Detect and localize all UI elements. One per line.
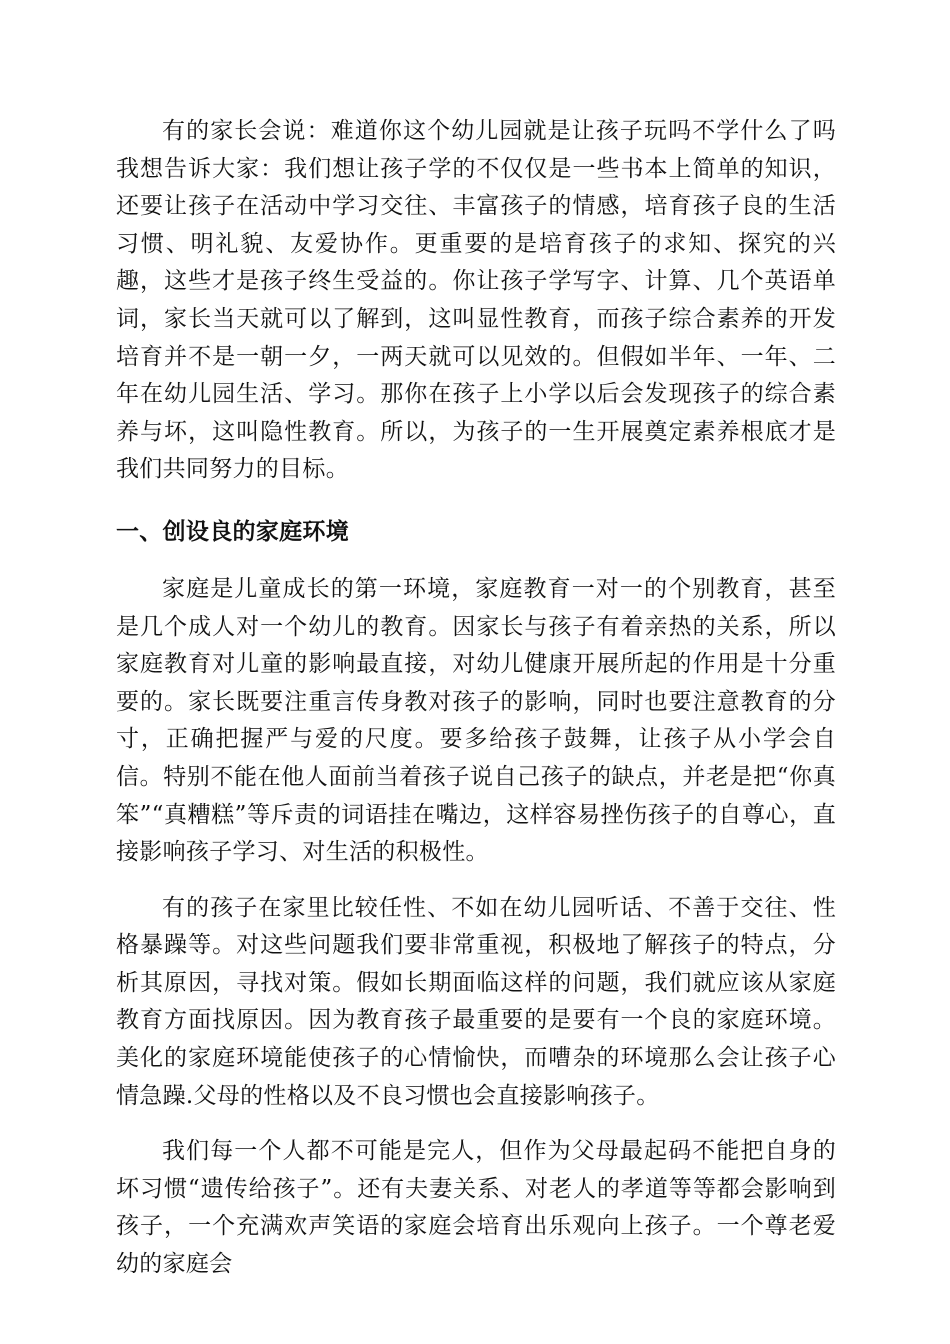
section-heading: 一、创设良的家庭环境 (116, 518, 349, 545)
section-paragraph-2: 有的孩子在家里比较任性、不如在幼儿园听话、不善于交往、性格暴躁等。对这些问题我们要非常重视，积极地了解孩子的特点，分析其原因，寻找对策。假如长期面临这样的问题，我们就应该从家庭教育方面找原因。因为教育孩子最重要的是要有一个良的家庭环境。美化的家庭环境能使孩子的心情愉快，而嘈杂的环境那么会让孩子心情急躁.父母的性格以及不良习惯也会直接影响孩子。 (116, 894, 836, 1109)
section-paragraph-3: 我们每一个人都不可能是完人，但作为父母最起码不能把自身的坏习惯“遗传给孩子”。还有夫妻关系、对老人的孝道等等都会影响到孩子，一个充满欢声笑语的家庭会培育出乐观向上孩子。一个尊老爱幼的家庭会 (116, 1138, 836, 1278)
intro-paragraph: 有的家长会说：难道你这个幼儿园就是让孩子玩吗不学什么了吗我想告诉大家：我们想让孩子学的不仅仅是一些书本上简单的知识，还要让孩子在活动中学习交往、丰富孩子的情感，培育孩子良的生活习惯、明礼貌、友爱协作。更重要的是培育孩子的求知、探究的兴趣，这些才是孩子终生受益的。你让孩子学写字、计算、几个英语单词，家长当天就可以了解到，这叫显性教育，而孩子综合素养的开发培育并不是一朝一夕，一两天就可以见效的。但假如半年、一年、二年在幼儿园生活、学习。那你在孩子上小学以后会发现孩子的综合素养与坏，这叫隐性教育。所以，为孩子的一生开展奠定素养根底才是我们共同努力的目标。 (116, 118, 836, 483)
section-paragraph-1: 家庭是儿童成长的第一环境，家庭教育一对一的个别教育，甚至是几个成人对一个幼儿的教育。因家长与孩子有着亲热的关系，所以家庭教育对儿童的影响最直接，对幼儿健康开展所起的作用是十分重要的。家长既要注重言传身教对孩子的影响，同时也要注意教育的分寸，正确把握严与爱的尺度。要多给孩子鼓舞，让孩子从小学会自信。特别不能在他人面前当着孩子说自己孩子的缺点，并老是把“你真笨”“真糟糕”等斥责的词语挂在嘴边，这样容易挫伤孩子的自尊心，直接影响孩子学习、对生活的积极性。 (116, 575, 836, 866)
document-body (116, 113, 836, 1284)
